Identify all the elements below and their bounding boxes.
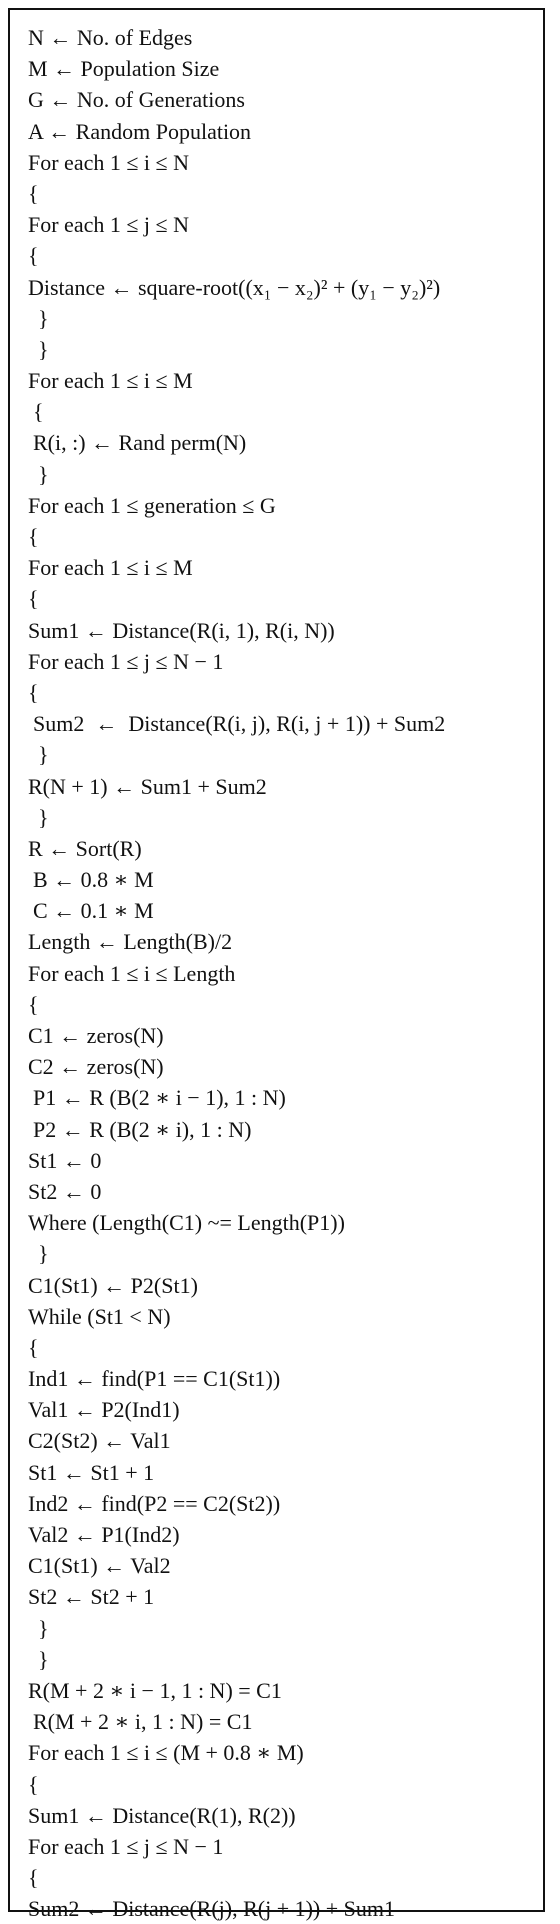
code-line: P1 ← R (B(2 ∗ i − 1), 1 : N) [33, 1085, 286, 1111]
code-line: For each 1 ≤ i ≤ (M + 0.8 ∗ M) [28, 1740, 304, 1766]
code-line: Val1 ← P2(Ind1) [28, 1397, 180, 1423]
code-line: R(M + 2 ∗ i − 1, 1 : N) = C1 [28, 1677, 282, 1703]
code-line: For each 1 ≤ i ≤ M [28, 555, 193, 581]
code-line: C1 ← zeros(N) [28, 1023, 164, 1048]
code-line: Distance ← square-root((x₁ − x₂)² + (y₁ − y₂)²) [28, 274, 441, 300]
code-line: Length ← Length(B)/2 [28, 929, 233, 955]
code-line: R(N + 1) ← Sum1 + Sum2 [28, 773, 267, 799]
code-line: For each 1 ≤ i ≤ M [28, 368, 193, 394]
code-line: { [28, 1771, 39, 1797]
code-line: G ← No. of Generations [28, 87, 245, 113]
code-line: Ind2 ← find(P2 == C2(St2)) [28, 1490, 281, 1516]
pseudocode-block [28, 22, 445, 1924]
code-line: { [28, 180, 39, 206]
code-line: R(i, :) ← Rand perm(N) [33, 430, 247, 456]
code-line: Where (Length(C1) ~= Length(P1)) [28, 1210, 345, 1236]
code-line: St2 ← St2 + 1 [28, 1584, 155, 1610]
code-line: B ← 0.8 ∗ M [33, 867, 154, 893]
code-line: St1 ← St1 + 1 [28, 1459, 155, 1485]
code-line: A ← Random Population [28, 118, 252, 144]
code-line: Sum2 ← Distance(R(i, j), R(i, j + 1)) + Sum2 [33, 711, 446, 737]
code-line: For each 1 ≤ j ≤ N − 1 [28, 1833, 224, 1859]
code-line: Sum1 ← Distance(R(1), R(2)) [28, 1802, 296, 1828]
code-line: P2 ← R (B(2 ∗ i), 1 : N) [33, 1116, 252, 1142]
code-line: C1(St1) ← Val2 [28, 1553, 171, 1579]
code-line: For each 1 ≤ generation ≤ G [28, 492, 276, 518]
code-line: } [38, 742, 49, 768]
code-line: R(M + 2 ∗ i, 1 : N) = C1 [33, 1709, 253, 1735]
code-line: { [28, 991, 39, 1017]
code-line: For each 1 ≤ i ≤ N [28, 149, 190, 175]
code-line: St2 ← 0 [28, 1178, 102, 1204]
code-line: } [38, 1615, 49, 1641]
code-line: { [28, 1334, 39, 1360]
code-line: { [28, 679, 39, 705]
code-line: C2(St2) ← Val1 [28, 1428, 171, 1454]
code-line: { [28, 524, 39, 549]
code-line: } [38, 461, 49, 487]
code-line: { [28, 243, 39, 269]
code-line: R ← Sort(R) [28, 835, 142, 861]
code-line: N ← No. of Edges [28, 25, 193, 50]
code-line: M ← Population Size [28, 56, 220, 82]
code-line: { [33, 399, 44, 425]
code-line: } [38, 804, 49, 830]
code-line: C1(St1) ← P2(St1) [28, 1272, 198, 1298]
code-line: } [38, 1241, 49, 1267]
code-line: { [28, 586, 39, 612]
code-line: For each 1 ≤ j ≤ N − 1 [28, 648, 224, 674]
code-line: } [38, 336, 49, 362]
code-line: C2 ← zeros(N) [28, 1054, 164, 1080]
code-line: { [28, 1865, 39, 1891]
algorithm-box [8, 8, 545, 1922]
code-line: For each 1 ≤ i ≤ Length [28, 960, 236, 986]
code-line: Sum1 ← Distance(R(i, 1), R(i, N)) [28, 617, 335, 643]
code-line: } [38, 1646, 49, 1672]
code-line: For each 1 ≤ j ≤ N [28, 212, 190, 238]
code-line: C ← 0.1 ∗ M [33, 898, 154, 924]
code-line: Ind1 ← find(P1 == C1(St1)) [28, 1366, 281, 1392]
code-line: St1 ← 0 [28, 1147, 102, 1173]
code-line: } [38, 305, 49, 331]
code-line: Val2 ← P1(Ind2) [28, 1522, 180, 1547]
code-line: While (St1 < N) [28, 1303, 171, 1329]
code-line: Sum2 ← Distance(R(j), R(j + 1)) + Sum1 [28, 1896, 396, 1922]
